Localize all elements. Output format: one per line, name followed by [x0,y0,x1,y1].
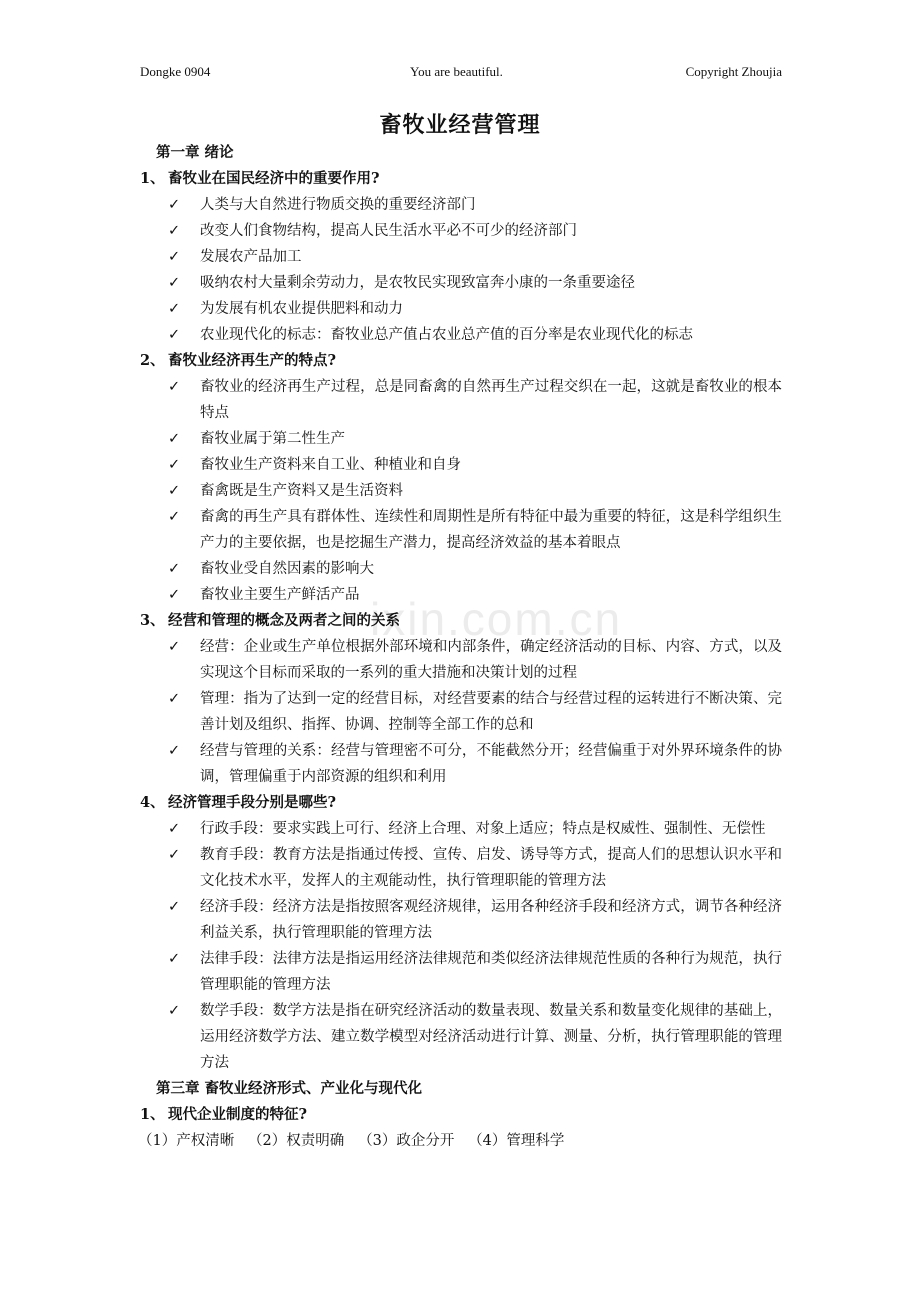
list-item-text: 经营与管理的关系：经营与管理密不可分，不能截然分开；经营偏重于对外界环境条件的协调，管理偏重于内部资源的组织和利用 [200,743,782,785]
check-icon: ✓ [168,327,181,343]
list-item [140,816,782,842]
list-item [140,738,782,790]
list-item-text: 畜牧业生产资料来自工业、种植业和自身 [200,457,461,473]
question-heading [140,790,782,816]
list-item-text: 畜牧业主要生产鲜活产品 [200,587,360,603]
list-item [140,634,782,686]
check-icon: ✓ [168,431,181,447]
list-item-text: 管理：指为了达到一定的经营目标，对经营要素的结合与经营过程的运转进行不断决策、完善计划及组织、指挥、协调、控制等全部工作的总和 [200,691,782,733]
question-text: 现代企业制度的特征? [168,1106,307,1123]
list-item [140,556,782,582]
list-item [140,478,782,504]
list-item [140,894,782,946]
list-item [140,270,782,296]
list-item-text: 改变人们食物结构，提高人民生活水平必不可少的经济部门 [200,223,577,239]
list-item [140,322,782,348]
question-text: 经营和管理的概念及两者之间的关系 [168,612,400,629]
check-icon: ✓ [168,847,181,863]
list-item [140,686,782,738]
list-item [140,842,782,894]
list-item-text: 畜牧业的经济再生产过程，总是同畜禽的自然再生产过程交织在一起，这就是畜牧业的根本特点 [200,379,782,421]
list-item [140,192,782,218]
question-number: 4、 [140,794,165,811]
list-item [140,452,782,478]
question-number: 1、 [140,1106,165,1123]
question-text: 畜牧业在国民经济中的重要作用? [168,170,380,187]
list-item-text: 农业现代化的标志：畜牧业总产值占农业总产值的百分率是农业现代化的标志 [200,327,693,343]
list-item-text: 畜禽既是生产资料又是生活资料 [200,483,403,499]
header-right: Copyright Zhoujia [685,64,782,79]
list-item-text: 经济手段：经济方法是指按照客观经济规律，运用各种经济手段和经济方式，调节各种经济利益关系，执行管理职能的管理方法 [200,899,782,941]
check-icon: ✓ [168,587,181,603]
question-heading [140,608,782,634]
check-icon: ✓ [168,483,181,499]
list-item-text: 教育手段：教育方法是指通过传授、宣传、启发、诱导等方式，提高人们的思想认识水平和文化技术水平，发挥人的主观能动性，执行管理职能的管理方法 [200,847,782,889]
check-icon: ✓ [168,951,181,967]
list-item-text: 数学手段：数学方法是指在研究经济活动的数量表现、数量关系和数量变化规律的基础上，运用经济数学方法、建立数学模型对经济活动进行计算、测量、分析，执行管理职能的管理方法 [200,1003,782,1071]
list-item-text: 经营：企业或生产单位根据外部环境和内部条件，确定经济活动的目标、内容、方式，以及实现这个目标而采取的一系列的重大措施和决策计划的过程 [200,639,782,681]
document-body [140,140,782,1154]
question-heading [140,1102,782,1128]
list-item-text: 畜禽的再生产具有群体性、连续性和周期性是所有特征中最为重要的特征，这是科学组织生产力的主要依据，也是挖掘生产潜力，提高经济效益的基本着眼点 [200,509,782,551]
list-item [140,218,782,244]
check-icon: ✓ [168,379,181,395]
check-icon: ✓ [168,821,181,837]
page-header [140,64,782,84]
list-item [140,998,782,1076]
check-icon: ✓ [168,691,181,707]
list-item-text: 法律手段：法律方法是指运用经济法律规范和类似经济法律规范性质的各种行为规范，执行管理职能的管理方法 [200,951,782,993]
list-item-text: 畜牧业属于第二性生产 [200,431,345,447]
chapter-heading: 第一章 绪论 [156,144,234,161]
list-item [140,582,782,608]
list-item [140,296,782,322]
page-title: 畜牧业经营管理 [379,112,541,138]
check-icon: ✓ [168,743,181,759]
question-number: 1、 [140,170,165,187]
check-icon: ✓ [168,275,181,291]
watermark: ixin.com.cn [370,593,623,645]
list-item [140,504,782,556]
list-item-text: 人类与大自然进行物质交换的重要经济部门 [200,197,476,213]
check-icon: ✓ [168,509,181,525]
question-text: 畜牧业经济再生产的特点? [168,352,336,369]
answer-line: （1）产权清晰 （2）权责明确 （3）政企分开 （4）管理科学 [138,1133,565,1149]
list-item [140,244,782,270]
list-item [140,946,782,998]
check-icon: ✓ [168,223,181,239]
header-center: You are beautiful. [410,64,503,79]
list-item-text: 畜牧业受自然因素的影响大 [200,561,374,577]
question-heading [140,166,782,192]
question-heading [140,348,782,374]
check-icon: ✓ [168,457,181,473]
list-item [140,426,782,452]
list-item-text: 发展农产品加工 [200,249,302,265]
list-item-text: 行政手段：要求实践上可行、经济上合理、对象上适应；特点是权威性、强制性、无偿性 [200,821,766,837]
check-icon: ✓ [168,1003,181,1019]
check-icon: ✓ [168,249,181,265]
list-item-text: 吸纳农村大量剩余劳动力，是农牧民实现致富奔小康的一条重要途径 [200,275,635,291]
header-left: Dongke 0904 [140,64,211,79]
chapter-heading: 第三章 畜牧业经济形式、产业化与现代化 [156,1080,423,1097]
check-icon: ✓ [168,561,181,577]
question-text: 经济管理手段分别是哪些? [168,794,336,811]
question-number: 3、 [140,612,165,629]
check-icon: ✓ [168,197,181,213]
check-icon: ✓ [168,301,181,317]
list-item [140,374,782,426]
list-item-text: 为发展有机农业提供肥料和动力 [200,301,403,317]
check-icon: ✓ [168,899,181,915]
question-number: 2、 [140,352,165,369]
check-icon: ✓ [168,639,181,655]
